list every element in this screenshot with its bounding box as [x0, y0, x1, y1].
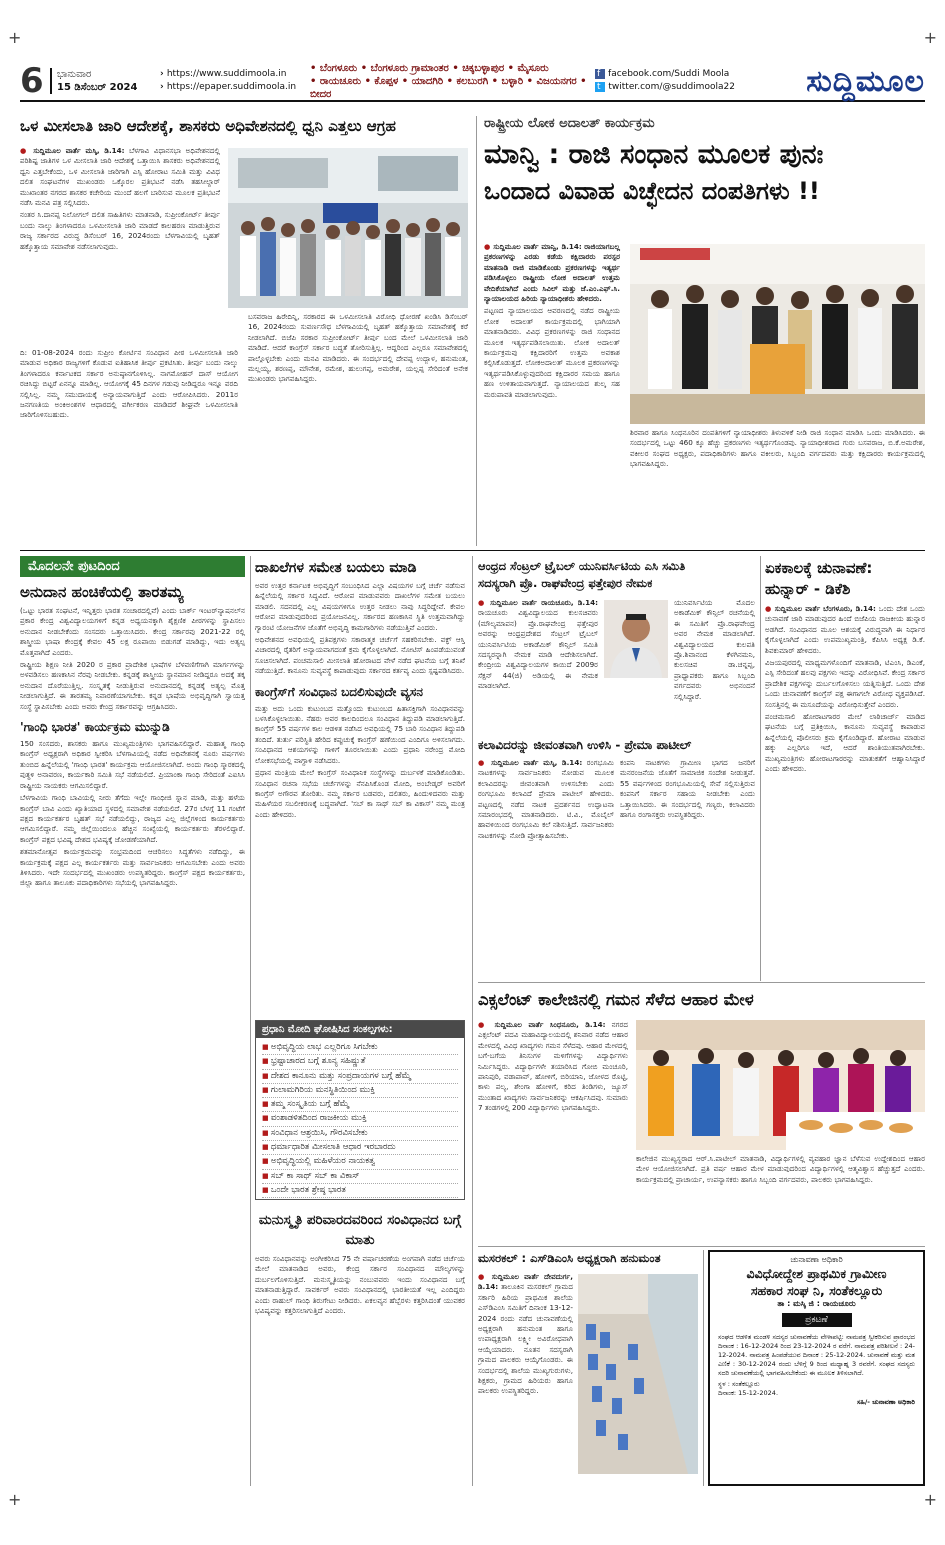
subheadline: ಕಾಂಗ್ರೆಸ್‌ಗೆ ಸಂವಿಧಾನ ಬದಲಿಸುವುದೇ ವ್ಯಸನ — [255, 684, 423, 699]
ad-location: ತಾ : ಮಸ್ಕಿ ಜಿ : ರಾಯಚೂರು — [777, 1299, 856, 1308]
article-paragraph: ಮತ್ತು ಅದು ಒಂದು ಕುಟುಂಬದ ಮತ್ತೊಂದು ಕುಟುಂಬದ ಹಿತಾಸಕ್ತಿಗಾಗಿ ಸಂವಿಧಾನವನ್ನು ಬಳಸಿಕೊಳ್ಳಲಾಯಿತು. ನೆಹರು ಅವರ ಕಾಲದಿಂದಲೂ ಸಂವಿಧಾನ ತಿದ್ದುಪಡಿ ಮಾಡಲಾಗುತ್ತಿದೆ. ಕಾಂಗ್ರೆಸ್ 55 ವರ್ಷಗಳ ಕಾಲ ಆಡಳಿತ ನಡೆಸಿದ ಅವಧಿಯಲ್ಲಿ 75 ಬಾರಿ ಸಂವಿಧಾನ ತಿದ್ದುಪಡಿ ತಂದಿದೆ. ತುರ್ತು ಪರಿಸ್ಥಿತಿ ಹೇರಿದ ಕಪ್ಪುಚುಕ್ಕೆ ಕಾಂಗ್ರೆಸ್ ಹಣೆಯಿಂದ ಎಂದಿಗೂ ಅಳಿಸಲಾಗದು. ಸಂವಿಧಾನದ ಆಶಯಗಳನ್ನು ಗಾಳಿಗೆ ತೂರಲಾಯಿತು ಎಂದು ಪ್ರಧಾನಿ ನರೇಂದ್ರ ಮೋದಿ ಲೋಕಸಭೆಯಲ್ಲಿ ವಾಗ್ದಾಳಿ ನಡೆಸಿದರು. — [255, 703, 465, 765]
article-paragraph: ಅವರ ಉತ್ತರ ಕರ್ನಾಟಕ ಅಭಿವೃದ್ಧಿಗೆ ಸಂಬಂಧಿಸಿದ ಎಲ್ಲಾ ವಿಷಯಗಳ ಬಗ್ಗೆ ಚರ್ಚೆ ನಡೆಸುವ ಹಿನ್ನೆಲೆಯಲ್ಲಿ ಸರ್ಕಾರ ಸಿದ್ಧವಿದೆ. ಆರೋಪ ಮಾಡುವವರು ದಾಖಲೆಗಳ ಸಮೇತ ಬಯಲು ಮಾಡಲಿ. ಸದನದಲ್ಲಿ ಎಲ್ಲ ವಿಷಯಗಳಿಗೂ ಉತ್ತರ ನೀಡಲು ನಾವು ಸಿದ್ಧರಿದ್ದೇವೆ. ಕೇವಲ ಆರೋಪ ಮಾಡುವುದರಿಂದ ಪ್ರಯೋಜನವಿಲ್ಲ. ಸರ್ಕಾರದ ಹಣಕಾಸಿನ ಸ್ಥಿತಿ ಉತ್ತಮವಾಗಿದ್ದು ಗ್ಯಾರಂಟಿ ಯೋಜನೆಗಳ ಜೊತೆಗೆ ಅಭಿವೃದ್ಧಿ ಕಾಮಗಾರಿಗಳು ನಡೆಯುತ್ತಿವೆ ಎಂದರು. — [255, 581, 465, 632]
article-paragraph: ಶಿರವಾರ ಹಾಗೂ ಸಿಂಧನೂರಿನ ದಂಪತಿಗಳಿಗೆ ನ್ಯಾಯಾಧೀಶರು ತಿಳುವಳಿಕೆ ನೀಡಿ ರಾಜಿ ಸಂಧಾನ ಮಾಡಿಸಿ ಒಂದು ಮಾಡಿಸಿದರು. ಈ ಸಂದರ್ಭದಲ್ಲಿ ಒಟ್ಟು 460 ಕ್ಕೂ ಹೆಚ್ಚು ಪ್ರಕರಣಗಳು ಇತ್ಯರ್ಥಗೊಂಡವು. ನ್ಯಾಯಾಧೀಶರಾದ ಗುರು ಬಸವರಾಜ, ಬಿ.ಕೆ.ಅಮರೇಶ, ವಕೀಲರ ಸಂಘದ ಅಧ್ಯಕ್ಷರು, ಪದಾಧಿಕಾರಿಗಳು ಹಾಗೂ ವಕೀಲರು, ಸಿಬ್ಬಂದಿ ವರ್ಗದವರು ಮತ್ತು ಕಕ್ಷಿದಾರರು ಕಾರ್ಯಕ್ರಮದಲ್ಲಿ ಭಾಗವಹಿಸಿದ್ದರು. — [630, 428, 925, 469]
headline: ಒಳ ಮೀಸಲಾತಿ ಜಾರಿ ಆದೇಶಕ್ಕೆ, ಶಾಸಕರು ಅಧಿವೇಶನದಲ್ಲಿ ಧ್ವನಿ ಎತ್ತಲು ಆಗ್ರಹ — [20, 117, 396, 135]
article-paragraph: ಬೆಳಗಾವಿಯ ಗಾಂಧಿ ಬಾವಿಯಲ್ಲಿ ನೀರು ತೆಗೆದು ಇಲ್ಲೇ ಗಾಂಧೀಜಿ ಸ್ನಾನ ಮಾಡಿ, ಮತ್ತು ಹಳೆಯ ಕಾಂಗ್ರೆಸ್ ಬಾವಿ ಎಂದು ಖ್ಯಾತಿಯಾದ ಸ್ಥಳದಲ್ಲಿ ಸಮಾವೇಶ ನಡೆಯಲಿದೆ. 27ರ ಬೆಳಗ್ಗೆ 11 ಗಂಟೆಗೆ ಪಕ್ಷದ ಕಾರ್ಯಕರ್ತರ ಬೃಹತ್ ಸಭೆ ನಡೆಯಲಿದ್ದು, ರಾಜ್ಯದ ಎಲ್ಲ ಜಿಲ್ಲೆಗಳಿಂದ ಕಾರ್ಯಕರ್ತರು ಆಗಮಿಸಲಿದ್ದಾರೆ. ನಮ್ಮ ಜಿಲ್ಲೆಯಿಂದಲೂ ಹೆಚ್ಚಿನ ಸಂಖ್ಯೆಯಲ್ಲಿ ಕಾರ್ಯಕರ್ತರು ತೆರಳಲಿದ್ದಾರೆ. ಕಾಂಗ್ರೆಸ್ ಪಕ್ಷದ ಭವಿಷ್ಯ ದೇಶದ ಭವಿಷ್ಯಕ್ಕೆ ಜೋಡಣೆಯಾಗಿದೆ. — [20, 793, 245, 844]
article-paragraph: ವಿಜಯಪುರದಲ್ಲಿ ಮಾಧ್ಯಮಗಳೊಂದಿಗೆ ಮಾತನಾಡಿ, ಟಿಎಂಸಿ, ಡಿಎಂಕೆ, ಎಸ್ಪಿ ಸೇರಿದಂತೆ ಹಲವು ಪಕ್ಷಗಳು ಇದನ್ನು ವಿರೋಧಿಸಿವೆ. ಕೇಂದ್ರ ಸರ್ಕಾರ ಪ್ರಾದೇಶಿಕ ಪಕ್ಷಗಳನ್ನು ದುರ್ಬಲಗೊಳಿಸಲು ಯತ್ನಿಸುತ್ತಿದೆ. ಒಂದು ದೇಶ ಒಂದು ಚುನಾವಣೆಗೆ ಕಾಂಗ್ರೆಸ್ ಪಕ್ಷ ಈಗಾಗಲೇ ವಿರೋಧ ವ್ಯಕ್ತಪಡಿಸಿದೆ. ಸಂಸತ್ತಿನಲ್ಲಿ ಈ ಮಸೂದೆಯನ್ನು ವಿರೋಧಿಸುತ್ತೇವೆ ಎಂದರು. — [765, 658, 925, 709]
article-paragraph: ಪಂಚಮಸಾಲಿ ಹೋರಾಟಗಾರರ ಮೇಲೆ ಲಾಠಿಚಾರ್ಜ್ ಮಾಡಿದ ಘಟನೆಯ ಬಗ್ಗೆ ಪ್ರತಿಕ್ರಿಯಿಸಿ, ಕಾನೂನು ಸುವ್ಯವಸ್ಥೆ ಕಾಪಾಡುವ ಹಿನ್ನೆಲೆಯಲ್ಲಿ ಪೊಲೀಸರು ಕ್ರಮ ಕೈಗೊಂಡಿದ್ದಾರೆ. ಹೋರಾಟ ಮಾಡುವ ಹಕ್ಕು ಎಲ್ಲರಿಗೂ ಇದೆ, ಆದರೆ ಶಾಂತಿಯುತವಾಗಿರಬೇಕು. ಮುಖ್ಯಮಂತ್ರಿಗಳು ಹೋರಾಟಗಾರರನ್ನು ಮಾತುಕತೆಗೆ ಆಹ್ವಾನಿಸಿದ್ದಾರೆ ಎಂದು ಹೇಳಿದರು. — [765, 712, 925, 774]
list-item: ■ ತಮ್ಮ ಸಂಸ್ಕೃತಿಯ ಬಗ್ಗೆ ಹೆಮ್ಮೆ — [262, 1098, 458, 1112]
masthead — [20, 62, 925, 102]
article-sdmc-president — [478, 1250, 698, 1486]
ad-date: ದಿನಾಂಕ: 15-12-2024. — [718, 1389, 779, 1397]
date-label: 15 ಡಿಸೆಂಬರ್ 2024 — [57, 82, 138, 93]
list-item: ■ ಧರ್ಮಾಧಾರಿತ ಮೀಸಲಾತಿ ಆಧಾರ ಇರಬಾರದು — [262, 1141, 458, 1155]
page-number: 6 — [20, 61, 44, 101]
ad-title-line-2: ಸಹಕಾರ ಸಂಘ ನಿ, ಸಂತೆಕಲ್ಲೂರು — [750, 1283, 883, 1298]
professor-photo — [604, 600, 668, 678]
section-divider — [20, 550, 925, 551]
headline: ದಾಖಲೆಗಳ ಸಮೇತ ಬಯಲು ಮಾಡಿ — [255, 560, 417, 576]
resolutions-box — [255, 1020, 465, 1200]
article-food-fest — [478, 988, 925, 1243]
sdmc-photo — [578, 1274, 698, 1474]
article-paragraph: ಅಧಿವೇಶನದ ಅವಧಿಯಲ್ಲಿ ಪ್ರತಿಪಕ್ಷಗಳು ಸಕಾರಾತ್ಮಕ ಚರ್ಚೆಗೆ ಸಹಕರಿಸಬೇಕು. ವಕ್ಫ್ ಆಸ್ತಿ ವಿಚಾರದಲ್ಲಿ ರೈತರಿಗೆ ಅನ್ಯಾಯವಾಗದಂತೆ ಕ್ರಮ ಕೈಗೊಳ್ಳಲಾಗಿದೆ. ನೋಟಿಸ್ ಹಿಂಪಡೆಯುವಂತೆ ಸೂಚಿಸಲಾಗಿದೆ. ಪಂಚಮಸಾಲಿ ಮೀಸಲಾತಿ ಹೋರಾಟದ ವೇಳೆ ನಡೆದ ಘಟನೆಯ ಬಗ್ಗೆ ತನಿಖೆ ನಡೆಯುತ್ತಿದೆ. ಕಾನೂನು ಸುವ್ಯವಸ್ಥೆ ಕಾಪಾಡುವುದು ಸರ್ಕಾರದ ಕರ್ತವ್ಯ ಎಂದು ಸ್ಪಷ್ಟಪಡಿಸಿದರು. — [255, 635, 465, 676]
registration-mark: + — [923, 1490, 937, 1509]
article-grant-discrimination — [20, 582, 245, 1487]
registration-mark: + — [8, 28, 22, 47]
article-paragraph: ಪ್ರಧಾನ ಮಂತ್ರಿಯ ಮೇಲೆ ಕಾಂಗ್ರೆಸ್ ಸಂವಿಧಾನಿಕ ಸಂಸ್ಥೆಗಳನ್ನು ದುರ್ಬಳಕೆ ಮಾಡಿಕೊಂಡಿತು. ಸಂವಿಧಾನ ರಚನಾ ಸಭೆಯ ಚರ್ಚೆಗಳನ್ನು ನೆನಪಿಸಿಕೊಂಡ ಮೋದಿ, ಅಂಬೇಡ್ಕರ್ ಅವರಿಗೆ ಕಾಂಗ್ರೆಸ್ ಅಗೌರವ ತೋರಿತು. ನಮ್ಮ ಸರ್ಕಾರ ಬಡವರು, ದಲಿತರು, ಹಿಂದುಳಿದವರು ಮತ್ತು ಮಹಿಳೆಯರ ಸಬಲೀಕರಣಕ್ಕೆ ಬದ್ಧವಾಗಿದೆ. 'ಸಬ್ ಕಾ ಸಾಥ್ ಸಬ್ ಕಾ ವಿಕಾಸ್' ನಮ್ಮ ಮಂತ್ರ ಎಂದು ಹೇಳಿದರು. — [255, 768, 465, 819]
column-divider — [703, 1250, 704, 1486]
dateline: ● ಸುದ್ದಿಮೂಲ ವಾರ್ತೆ ದೇವದುರ್ಗ, ಡಿ.14: — [478, 1272, 573, 1291]
ad-body: ಸಂಘದ ಆಡಳಿತ ಮಂಡಳಿ ಸದಸ್ಯರ ಚುನಾವಣೆಯ ವೇಳಾಪಟ್ಟಿ: ನಾಮಪತ್ರ ಸ್ವೀಕರಿಸುವ ಪ್ರಾರಂಭದ ದಿನಾಂಕ : 16-12-2024 ರಿಂದ 23-12-2024 ರ ವರೆಗೆ. ನಾಮಪತ್ರ ಪರಿಶೀಲನೆ : 24-12-2024. ನಾಮಪತ್ರ ಹಿಂಪಡೆಯುವ ದಿನಾಂಕ : 25-12-2024. ಚುನಾವಣೆ ಮತ್ತು ಮತ ಎಣಿಕೆ : 30-12-2024 ರಂದು ಬೆಳಿಗ್ಗೆ 9 ರಿಂದ ಮಧ್ಯಾಹ್ನ 3 ರವರೆಗೆ. ಸಂಘದ ಸದಸ್ಯರು ಸದರಿ ಚುನಾವಣೆಯಲ್ಲಿ ಭಾಗವಹಿಸಬೇಕೆಂದು ಈ ಮೂಲಕ ತಿಳಿಸಲಾಗಿದೆ. — [718, 1333, 915, 1377]
article-paragraph: ಕಂಪನಿ ನಾಟಕಗಳು ಗ್ರಾಮೀಣ ಭಾಗದ ಜನರಿಗೆ ಮನರಂಜನೆಯ ಜೊತೆಗೆ ಸಾಮಾಜಿಕ ಸಂದೇಶ ನೀಡುತ್ತವೆ. 55 ವರ್ಷಗಳಿಂದ ರಂಗಭೂಮಿಯಲ್ಲಿ ಸೇವೆ ಸಲ್ಲಿಸುತ್ತಿರುವ ಕಂಪನಿಗೆ ಸರ್ಕಾರ ಸಹಾಯ ನೀಡಬೇಕು ಎಂದು ಒತ್ತಾಯಿಸಿದರು. ಈ ಸಂದರ್ಭದಲ್ಲಿ ಗಣ್ಯರು, ಕಲಾವಿದರು ಹಾಗೂ ರಂಗಾಸಕ್ತರು ಉಪಸ್ಥಿತರಿದ್ದರು. — [620, 758, 755, 820]
list-item: ■ ಭ್ರಷ್ಟಾಚಾರದ ಬಗ್ಗೆ ಶೂನ್ಯ ಸಹಿಷ್ಣುತೆ — [262, 1055, 458, 1069]
registration-mark: + — [8, 1490, 22, 1509]
article-paragraph: ಪಟ್ಟಣದ ನ್ಯಾಯಾಲಯದ ಆವರಣದಲ್ಲಿ ನಡೆದ ರಾಷ್ಟ್ರೀಯ ಲೋಕ ಅದಾಲತ್ ಕಾರ್ಯಕ್ರಮದಲ್ಲಿ ಭಾಗಿಯಾಗಿ ಮಾತನಾಡಿದರು. ವಿವಿಧ ಪ್ರಕರಣಗಳನ್ನು ರಾಜಿ ಸಂಧಾನದ ಮೂಲಕ ಇತ್ಯರ್ಥಪಡಿಸಲಾಯಿತು. ಲೋಕ ಅದಾಲತ್ ಕಾರ್ಯಕ್ರಮವು ಕಕ್ಷಿದಾರರಿಗೆ ಉತ್ತಮ ಅವಕಾಶ ಕಲ್ಪಿಸಿಕೊಡುತ್ತದೆ. ಲೋಕಅದಾಲತ್ ಮೂಲಕ ಪ್ರಕರಣಗಳನ್ನು ಇತ್ಯರ್ಥಪಡಿಸಿಕೊಳ್ಳುವುದರಿಂದ ಕಕ್ಷಿದಾರರ ಸಮಯ ಹಾಗೂ ಹಣ ಉಳಿತಾಯವಾಗುತ್ತದೆ. ನ್ಯಾಯಾಲಯದ ಶುಲ್ಕ ಸಹ ಮರುಪಾವತಿ ಮಾಡಲಾಗುವುದು. — [484, 306, 620, 399]
list-item: ■ ಒಂದೇ ಭಾರತ ಶ್ರೇಷ್ಠ ಭಾರತ — [262, 1184, 458, 1198]
list-item: ■ ಸಬ್ ಕಾ ಸಾಥ್ ಸಬ್ ಕಾ ವಿಕಾಸ್ — [262, 1170, 458, 1184]
column-divider — [476, 116, 477, 546]
article-reservation — [20, 116, 468, 546]
dateline: ● ಸುದ್ದಿಮೂಲ ವಾರ್ತೆ ರಾಯಚೂರು, ಡಿ.14: — [478, 598, 598, 607]
headline: ಅನುದಾನ ಹಂಚಿಕೆಯಲ್ಲಿ ತಾರತಮ್ಯ — [20, 583, 184, 601]
protest-photo-image — [228, 148, 468, 308]
ad-badge: ಪ್ರಕಟಣೆ — [782, 1313, 852, 1327]
list-item: ■ ಅಭಿವೃದ್ಧಿಯಲ್ಲಿ ಮಹಿಳೆಯರ ನಾಯಕತ್ವ — [262, 1155, 458, 1169]
box-title: ಪ್ರಧಾನಿ ಮೋದಿ ಘೋಷಿಸಿದ ಸಂಕಲ್ಪಗಳು: — [256, 1021, 464, 1038]
article-paragraph: ಶತಮಾನೋತ್ಸವ ಕಾರ್ಯಕ್ರಮವನ್ನು ಸಂಭ್ರಮದಿಂದ ಆಚರಿಸಲು ಸಿದ್ಧತೆಗಳು ನಡೆದಿದ್ದು, ಈ ಕಾರ್ಯಕ್ರಮಕ್ಕೆ ಪಕ್ಷದ ಎಲ್ಲ ಕಾರ್ಯಕರ್ತರು ಮತ್ತು ಸಾರ್ವಜನಿಕರು ಆಗಮಿಸಬೇಕು ಎಂದು ಅವರು ತಿಳಿಸಿದರು. ಇದೇ ಸಂದರ್ಭದಲ್ಲಿ ಮುಖಂಡರು ಉಪಸ್ಥಿತರಿದ್ದರು. ಕಾಂಗ್ರೆಸ್ ಪಕ್ಷದ ಕಾರ್ಯಕರ್ತರು, ಜಿಲ್ಲಾ ಹಾಗೂ ತಾಲೂಕು ಪದಾಧಿಕಾರಿಗಳು ಸಭೆಯಲ್ಲಿ ಭಾಗವಹಿಸಿದ್ದರು. — [20, 847, 245, 888]
ad-issuer: ಚುನಾವಣಾ ಅಧಿಕಾರಿ — [790, 1255, 843, 1264]
headline-line-2: ಸದಸ್ಯರಾಗಿ ಪ್ರೊ. ರಾಘವೇಂದ್ರ ಫತ್ತೇಪುರ ನೇಮಕ — [478, 576, 653, 590]
sdmc-image — [578, 1274, 698, 1474]
web-links — [160, 68, 310, 94]
newspaper-logo: ಸುದ್ದಿಮೂಲ — [806, 63, 925, 99]
list-item: ■ ವಂಶಾಡಳಿತದಿಂದ ರಾಜಕೀಯ ಮುಕ್ತಿ — [262, 1112, 458, 1126]
article-manusmriti — [255, 1210, 465, 1486]
headline: ಎಕ್ಸಲೆಂಟ್ ಕಾಲೇಜಿನಲ್ಲಿ ಗಮನ ಸೆಳೆದ ಆಹಾರ ಮೇಳ — [478, 990, 754, 1009]
article-lok-adalat — [484, 116, 925, 546]
date-block — [50, 68, 160, 94]
website-link[interactable]: › https://www.suddimoola.in — [160, 68, 310, 81]
ad-signature: ಸಹಿ/- ಚುನಾವಣಾ ಅಧಿಕಾರಿ — [856, 1398, 915, 1406]
list-item: ■ ಗುಲಾಮಗಿರಿಯ ಮನಸ್ಥಿತಿಯಿಂದ ಮುಕ್ತಿ — [262, 1084, 458, 1098]
article-paragraph: ರಂಗಭೂಮಿ ನಾಟಕಗಳನ್ನು ಸಾರ್ವಜನಿಕರು ನೋಡುವ ಮೂಲಕ ಕಲಾವಿದರನ್ನು ಜೀವಂತವಾಗಿ ಉಳಿಸಬೇಕು ಎಂದು ರಂಗಭೂಮಿ ಕಲಾವಿದೆ ಪ್ರೇಮಾ ಪಾಟೀಲ್ ಹೇಳಿದರು. ಪಟ್ಟಣದಲ್ಲಿ ನಡೆದ ನಾಟಕ ಪ್ರದರ್ಶನದ ಉದ್ಘಾಟನಾ ಸಮಾರಂಭದಲ್ಲಿ ಮಾತನಾಡಿದರು. ಟಿ.ವಿ., ಮೊಬೈಲ್ ಹಾವಳಿಯಿಂದ ರಂಗಭೂಮಿ ಕಲೆ ನಶಿಸುತ್ತಿದೆ. ಸಾರ್ವಜನಿಕರು ನಾಟಕಗಳನ್ನು ನೋಡಿ ಪ್ರೋತ್ಸಾಹಿಸಬೇಕು. — [478, 758, 614, 840]
article-paragraph: ನಗರದ ಎಕ್ಸಲೆಂಟ್ ಪದವಿ ಮಹಾವಿದ್ಯಾಲಯದಲ್ಲಿ ಶನಿವಾರ ನಡೆದ ಆಹಾರ ಮೇಳದಲ್ಲಿ ವಿವಿಧ ಖಾದ್ಯಗಳು ಗಮನ ಸೆಳೆದವು. ಆಹಾರ ಮೇಳದಲ್ಲಿ ಬಗೆ-ಬಗೆಯ ತಿನಿಸುಗಳ ಮಳಿಗೆಗಳನ್ನು ವಿದ್ಯಾರ್ಥಿಗಳು ನಿರ್ಮಿಸಿದ್ದರು. ವಿದ್ಯಾರ್ಥಿಗಳೇ ತಯಾರಿಸಿದ ಗೋಬಿ ಮಂಚೂರಿ, ಪಾನಿಪುರಿ, ವಡಾಪಾವ್, ಹೋಳಿಗೆ, ಬಿರಿಯಾನಿ, ಜೋಳದ ರೊಟ್ಟಿ, ಕಾಳು ಪಲ್ಯ, ಶೇಂಗಾ ಹೋಳಿಗೆ, ಕರಿದ ತಿಂಡಿಗಳು, ಜ್ಯೂಸ್ ಮುಂತಾದ ಖಾದ್ಯಗಳು ಸಾರ್ವಜನಿಕರನ್ನು ಆಕರ್ಷಿಸಿದವು. ಸುಮಾರು 7 ತಂಡಗಳಲ್ಲಿ 200 ವಿದ್ಯಾರ್ಥಿಗಳು ಭಾಗವಹಿಸಿದ್ದರು. — [478, 1020, 628, 1113]
registration-mark: + — [923, 28, 937, 47]
dateline: ● ಸುದ್ದಿಮೂಲ ವಾರ್ತೆ ಸಿಂಧನೂರು, ಡಿ.14: — [478, 1020, 605, 1029]
column-divider — [250, 556, 251, 1486]
article-professor-appointment — [478, 558, 755, 978]
twitter-link[interactable]: t twitter.com/@suddimoola22 — [595, 81, 755, 94]
article-paragraph: ದಿ: 01-08-2024 ರಂದು ಸುಪ್ರೀಂ ಕೋರ್ಟಿನ ಸಂವಿಧಾನ ಪೀಠ ಒಳಮೀಸಲಾತಿ ಜಾರಿ ಮಾಡುವ ಅಧಿಕಾರ ರಾಜ್ಯಗಳಿಗೆ ಕೊಡುವ ಐತಿಹಾಸಿಕ ತೀರ್ಪು ಪ್ರಕಟಿಸಿತು. ತೀರ್ಪು ಬಂದು ನಾಲ್ಕು ತಿಂಗಳಾದರೂ ಕರ್ನಾಟಕದ ಸರ್ಕಾರ ಅನುಷ್ಠಾನಗೊಳಿಸಿಲ್ಲ. ನಾಗಮೋಹನ್ ದಾಸ್ ಆಯೋಗ ರಚಿಸಿದ್ದು ಬಿಟ್ಟರೆ ಏನನ್ನೂ ಮಾಡಿಲ್ಲ. ಆಯೋಗಕ್ಕೆ 45 ದಿನಗಳ ಗಡುವು ನೀಡಿದ್ದರೂ ಇನ್ನೂ ವರದಿ ಸಲ್ಲಿಸಿಲ್ಲ. ನಮ್ಮ ಸಮುದಾಯಕ್ಕೆ ಅನ್ಯಾಯವಾಗುತ್ತಿದೆ ಎಂದು ಆರೋಪಿಸಿದರು. 2011ರ ಜನಗಣತಿಯ ಅಂಕಿಅಂಶಗಳ ಆಧಾರದಲ್ಲಿ ವರ್ಗೀಕರಣ ಮಾಡಿದರೆ ಶೀಘ್ರವೇ ಒಳಮೀಸಲಾತಿ ಜಾರಿಗೊಳಿಸಬಹುದು. — [20, 348, 238, 420]
day-label: ಭಾನುವಾರ — [57, 69, 92, 80]
headline: ಮಸರಕಲ್ : ಎಸ್‌ಡಿಎಂಸಿ ಅಧ್ಯಕ್ಷರಾಗಿ ಹನುಮಂತ — [478, 1251, 661, 1265]
food-fest-photo — [636, 1020, 925, 1150]
headline-line-1: ಏಕಕಾಲಕ್ಕೆ ಚುನಾವಣೆ: — [765, 559, 873, 577]
dateline: ● ಸುದ್ದಿಮೂಲ ವಾರ್ತೆ ಬೆಂಗಳೂರು, ಡಿ.14: — [765, 604, 876, 613]
facebook-link[interactable]: f facebook.com/Suddi Moola — [595, 68, 755, 81]
ad-place: ಸ್ಥಳ : ಸಂತೆಕಲ್ಲೂರು — [718, 1380, 760, 1388]
section-divider — [478, 982, 925, 983]
court-photo — [630, 244, 925, 424]
article-paragraph: ಬಸವರಾಜ ಹಿರೇದಿನ್ನಿ, ಸರಕಾರದ ಈ ಒಳಮೀಸಲಾತಿ ವಿರೋಧಿ ಧೋರಣೆ ಖಂಡಿಸಿ ಡಿಸೆಂಬರ್ 16, 2024ರಂದು ಸುವರ್ಣಸೌಧ ಬೆಳಗಾವಿಯಲ್ಲಿ ಬೃಹತ್ ಹಕ್ಕೊತ್ತಾಯ ಸಮಾವೇಶಕ್ಕೆ ಕರೆ ನೀಡಲಾಗಿದೆ. ಬಿಜೆಪಿ ಸರಕಾರ ಸುಪ್ರೀಂಕೋರ್ಟ್ ತೀರ್ಪು ಬಂದ ಮೇಲೆ ಒಳಮೀಸಲಾತಿ ಜಾರಿ ಮಾಡಿದೆ. ಆದರೆ ಕಾಂಗ್ರೆಸ್ ಸರ್ಕಾರ ಬದ್ಧತೆ ತೋರಿಸುತ್ತಿಲ್ಲ. ಆದ್ದರಿಂದ ಎಲ್ಲರೂ ಸಮಾವೇಶದಲ್ಲಿ ಪಾಲ್ಗೊಳ್ಳಬೇಕು ಎಂದು ಮನವಿ ಮಾಡಿದರು. ಈ ಸಂದರ್ಭದಲ್ಲಿ ದೇವಪ್ಪ ಉದ್ಬಾಳ, ಹನುಮಂತ, ಮಲ್ಲಯ್ಯ, ಶರಣಪ್ಪ, ಮೌನೇಶ, ರಮೇಶ, ಹುಲುಗಪ್ಪ, ಅಮರೇಶ, ಯಲ್ಲಪ್ಪ ಸೇರಿದಂತೆ ಅನೇಕ ಮುಖಂಡರು ಭಾಗವಹಿಸಿದ್ದರು. — [248, 312, 468, 384]
ad-title-line-1: ವಿವಿಧೋದ್ದೇಶ ಪ್ರಾಥಮಿಕ ಗ್ರಾಮೀಣ — [746, 1266, 887, 1281]
social-links — [595, 68, 755, 94]
article-paragraph: ರಾಯಚೂರು ವಿಶ್ವವಿದ್ಯಾಲಯದ ಕುಲಸಚಿವರು (ಮೌಲ್ಯಮಾಪನ) ಪ್ರೊ.ರಾಘವೇಂದ್ರ ಫತ್ತೇಪುರ ಅವರನ್ನು ಆಂಧ್ರಪ್ರದೇಶದ ಸೆಂಟ್ರಲ್ ಟ್ರೈಬಲ್ ಯುನಿವರ್ಸಿಟಿಯ ಅಕಾಡೆಮಿಕ್ ಕೌನ್ಸಿಲ್ ಸಮಿತಿ ಸದಸ್ಯರನ್ನಾಗಿ ನೇಮಕ ಮಾಡಿ ಆದೇಶಿಸಲಾಗಿದೆ. ಕೇಂದ್ರೀಯ ವಿಶ್ವವಿದ್ಯಾಲಯಗಳ ಕಾಯಿದೆ 2009ರ ಸೆಕ್ಷನ್ 44(ಜಿ) ಅಡಿಯಲ್ಲಿ ಈ ನೇಮಕ ಮಾಡಲಾಗಿದೆ. — [478, 608, 598, 691]
dateline: ● ಸುದ್ದಿಮೂಲ ವಾರ್ತೆ ಮಸ್ಕಿ, ಡಿ.14: — [478, 758, 582, 767]
article-paragraph: ತಾಲೂಕಿನ ಮಸರಕಲ್ ಗ್ರಾಮದ ಸರ್ಕಾರಿ ಹಿರಿಯ ಪ್ರಾಥಮಿಕ ಶಾಲೆಯ ಎಸ್‌ಡಿಎಂಸಿ ಸಮಿತಿಗೆ ದಿನಾಂಕ 13-12-2024 ರಂದು ನಡೆದ ಚುನಾವಣೆಯಲ್ಲಿ ಅಧ್ಯಕ್ಷರಾಗಿ ಹನುಮಂತ ಹಾಗೂ ಉಪಾಧ್ಯಕ್ಷರಾಗಿ ಲಕ್ಷ್ಮೀ ಅವಿರೋಧವಾಗಿ ಆಯ್ಕೆಯಾದರು. ನೂತನ ಸದಸ್ಯರಾಗಿ ಗ್ರಾಮದ ಪಾಲಕರು ಆಯ್ಕೆಗೊಂಡರು. ಈ ಸಂದರ್ಭದಲ್ಲಿ ಶಾಲೆಯ ಮುಖ್ಯಗುರುಗಳು, ಶಿಕ್ಷಕರು, ಗ್ರಾಮದ ಹಿರಿಯರು ಹಾಗೂ ಪಾಲಕರು ಉಪಸ್ಥಿತರಿದ್ದರು. — [478, 1282, 573, 1396]
column-divider — [472, 556, 473, 1486]
headline-line-2: ಹುನ್ನಾರ್ - ಡಿಕೆಶಿ — [765, 580, 851, 598]
list-item: ■ ಸಂವಿಧಾನ ಆಶ್ರಯಿಸಿ, ಗೌರವಿಸಬೇಕು — [262, 1127, 458, 1141]
professor-portrait — [604, 600, 668, 678]
article-paragraph: ರಾಷ್ಟ್ರೀಯ ಶಿಕ್ಷಣ ನೀತಿ 2020 ರ ಪ್ರಕಾರ ಪ್ರಾದೇಶಿಕ ಭಾಷೆಗಳ ಬೆಳವಣಿಗೆಗಾಗಿ ಮಾರ್ಗಗಳನ್ನು ಅಳವಡಿಸಲು ಹಣಕಾಸಿನ ನೆರವು ನೀಡಬೇಕು. ಕನ್ನಡಕ್ಕೆ ಶಾಸ್ತ್ರೀಯ ಸ್ಥಾನಮಾನ ನೀಡಿದ್ದರೂ ಅದಕ್ಕೆ ತಕ್ಕ ಅನುದಾನ ದೊರೆಯುತ್ತಿಲ್ಲ. ಸಂಸ್ಕೃತಕ್ಕೆ ನೀಡುತ್ತಿರುವ ಅನುದಾನದಲ್ಲಿ ಕನ್ನಡಕ್ಕೆ ಅತ್ಯಲ್ಪ ಮೊತ್ತ ನೀಡಲಾಗುತ್ತಿದೆ. ಈ ತಾರತಮ್ಯ ನಿವಾರಣೆಯಾಗಬೇಕು. ಕನ್ನಡ ಭಾಷೆಯ ಅಭಿವೃದ್ಧಿಗಾಗಿ ಸ್ವಾಯತ್ತ ಸಂಸ್ಥೆ ಸ್ಥಾಪಿಸಬೇಕು ಎಂದು ಅವರು ಕೇಂದ್ರ ಸರ್ಕಾರವನ್ನು ಆಗ್ರಹಿಸಿದರು. — [20, 660, 245, 711]
article-paragraph: ಯುನಿವರ್ಸಿಟಿಯ ಮೊದಲ ಅಕಾಡೆಮಿಕ್ ಕೌನ್ಸಿಲ್ ರಚನೆಯಲ್ಲಿ ಈ ಸಮಿತಿಗೆ ಪ್ರೊ.ರಾಘವೇಂದ್ರ ಅವರ ನೇಮಕ ಮಾಡಲಾಗಿದೆ. ವಿಶ್ವವಿದ್ಯಾಲಯದ ಕುಲಪತಿ ಪ್ರೊ.ಶಿವಾನಂದ ಕೆಳಗಿನಮನಿ, ಕುಲಸಚಿವ ಡಾ.ಚನ್ನಪ್ಪ, ಪ್ರಾಧ್ಯಾಪಕರು ಹಾಗೂ ಸಿಬ್ಬಂದಿ ವರ್ಗದವರು ಅಭಿನಂದನೆ ಸಲ್ಲಿಸಿದ್ದಾರೆ. — [674, 598, 755, 701]
epaper-link[interactable]: › https://epaper.suddimoola.in — [160, 81, 310, 94]
column-divider — [760, 556, 761, 981]
headline-line-1: ಮಾನ್ವಿ : ರಾಜಿ ಸಂಧಾನ ಮೂಲಕ ಪುನಃ — [484, 139, 824, 170]
article-paragraph: (ಒಟ್ಟು ಭಾರತ ಸಂಘಟನೆ, ಇನ್ನಿತ್ತರು ಭಾರತ ಸಂಚಾರದಲ್ಲಿವೆ) ಎಂದು ಬಾರ್ಕ್ ಇಂಟರ್‌ನ್ಯಾಷನಲ್‌ನ ಪ್ರಕಾರ ಕೇಂದ್ರ ವಿಶ್ವವಿದ್ಯಾಲಯಗಳಿಗೆ ಕನ್ನಡ ಅಧ್ಯಯನಕ್ಕಾಗಿ ಶೈಕ್ಷಣಿಕ ಪೀಠಗಳನ್ನು ಸ್ಥಾಪಿಸಲು ಅನುದಾನ ನೀಡಬೇಕೆಂದು ಸಂಸದರು ಒತ್ತಾಯಿಸಿದರು. ಕೇಂದ್ರ ಸರ್ಕಾರವು 2021-22 ರಲ್ಲಿ ಶಾಸ್ತ್ರೀಯ ಭಾಷಾ ಕೇಂದ್ರಕ್ಕೆ ಕೇವಲ 45 ಲಕ್ಷ ರೂಪಾಯಿ ಬಿಡುಗಡೆ ಮಾಡಿದ್ದು, ಇದು ಅತ್ಯಲ್ಪ ಮೊತ್ತವಾಗಿದೆ ಎಂದರು. — [20, 606, 245, 657]
dateline: ● ಸುದ್ದಿಮೂಲ ವಾರ್ತೆ ಮಾನ್ವಿ, ಡಿ.14: — [484, 242, 582, 251]
section-bar: ಮೊದಲನೇ ಪುಟದಿಂದ — [20, 556, 245, 577]
election-notice-ad — [708, 1250, 925, 1486]
section-divider — [478, 1246, 925, 1247]
dateline: ● ಸುದ್ದಿಮೂಲ ವಾರ್ತೆ ಮಸ್ಕಿ, ಡಿ.14: — [20, 146, 125, 155]
editions-list — [310, 62, 595, 101]
headline-line-2: ಒಂದಾದ ವಿವಾಹ ವಿಚ್ಛೇದನ ದಂಪತಿಗಳು !! — [484, 177, 820, 205]
list-item: ■ ದೇಶದ ಕಾನೂನು ಮತ್ತು ಸಂಪ್ರದಾಯಗಳ ಬಗ್ಗೆ ಹೆಮ್ಮೆ — [262, 1070, 458, 1084]
kicker: ರಾಷ್ಟ್ರೀಯ ಲೋಕ ಅದಾಲತ್ ಕಾರ್ಯಕ್ರಮ — [484, 116, 655, 131]
subheadline: 'ಗಾಂಧಿ ಭಾರತ' ಕಾರ್ಯಕ್ರಮ ಮುನ್ನುಡಿ — [20, 720, 170, 735]
subheadline: ಕಲಾವಿದರನ್ನು ಜೀವಂತವಾಗಿ ಉಳಿಸಿ - ಪ್ರೇಮಾ ಪಾಟೀಲ್ — [478, 738, 692, 752]
article-paragraph: 150 ಸಂಸದರು, ಶಾಸಕರು ಹಾಗೂ ಮುಖ್ಯಮಂತ್ರಿಗಳು ಭಾಗವಹಿಸಲಿದ್ದಾರೆ. ಮಹಾತ್ಮ ಗಾಂಧಿ ಕಾಂಗ್ರೆಸ್ ಅಧ್ಯಕ್ಷರಾಗಿ ಅಧಿಕಾರ ಸ್ವೀಕರಿಸಿ ಬೆಳಗಾವಿಯಲ್ಲಿ ನಡೆದ ಅಧಿವೇಶನಕ್ಕೆ ನೂರು ವರ್ಷಗಳು ತುಂಬಿದ ಹಿನ್ನೆಲೆಯಲ್ಲಿ 'ಗಾಂಧಿ ಭಾರತ' ಕಾರ್ಯಕ್ರಮ ಆಯೋಜಿಸಲಾಗಿದೆ. ಅಂದು ಗಾಂಧಿ ಸ್ಮಾರಕದಲ್ಲಿ ಪುತ್ಥಳಿ ಅನಾವರಣ, ಕಾರ್ಯಕಾರಿ ಸಮಿತಿ ಸಭೆ ನಡೆಯಲಿದೆ. ಪ್ರಿಯಾಂಕಾ ಗಾಂಧಿ ಸೇರಿದಂತೆ ಎಐಸಿಸಿ ರಾಷ್ಟ್ರೀಯ ನಾಯಕರು ಆಗಮಿಸಲಿದ್ದಾರೆ. — [20, 739, 245, 790]
article-one-nation-one-election — [765, 558, 925, 978]
food-fest-image — [636, 1020, 925, 1150]
subheadline: ಮನುಸ್ಮೃತಿ ಪರಿವಾರದವರಿಂದ ಸಂವಿಧಾನದ ಬಗ್ಗೆ ಮಾತು — [258, 1212, 462, 1248]
headline-line-1: ಆಂಧ್ರದ ಸೆಂಟ್ರಲ್ ಟ್ರೈಬಲ್ ಯುನಿವರ್ಸಿಟಿಯ ಎಸಿ ಸಮಿತಿ — [478, 559, 686, 573]
editions-line-1: • ಬೆಂಗಳೂರು • ಬೆಂಗಳೂರು ಗ್ರಾಮಾಂತರ • ಚಿಕ್ಕಬಳ್ಳಾಪುರ • ಮೈಸೂರು — [310, 62, 549, 74]
editions-line-2: • ರಾಯಚೂರು • ಕೊಪ್ಪಳ • ಯಾದಗಿರಿ • ಕಲಬುರಗಿ • ಬಳ್ಳಾರಿ • ವಿಜಯನಗರ • ಬೀದರ — [310, 75, 587, 100]
article-paragraph: ಕಾಲೇಜಿನ ಮುಖ್ಯಸ್ಥರಾದ ಆರ್.ಸಿ.ಪಾಟೀಲ್ ಮಾತನಾಡಿ, ವಿದ್ಯಾರ್ಥಿಗಳಲ್ಲಿ ವ್ಯವಹಾರ ಜ್ಞಾನ ಬೆಳೆಸುವ ಉದ್ದೇಶದಿಂದ ಆಹಾರ ಮೇಳ ಆಯೋಜಿಸಲಾಗಿದೆ. ಪ್ರತಿ ವರ್ಷ ಆಹಾರ ಮೇಳ ಮಾಡುವುದರಿಂದ ವಿದ್ಯಾರ್ಥಿಗಳಲ್ಲಿ ಆತ್ಮವಿಶ್ವಾಸ ಹೆಚ್ಚುತ್ತದೆ ಎಂದರು. ಕಾರ್ಯಕ್ರಮದಲ್ಲಿ ಪ್ರಾಚಾರ್ಯ, ಉಪನ್ಯಾಸಕರು ಹಾಗೂ ಸಿಬ್ಬಂದಿ ವರ್ಗದವರು, ಪಾಲಕರು ಭಾಗವಹಿಸಿದ್ದರು. — [636, 1154, 925, 1184]
protest-photo — [228, 148, 468, 308]
resolutions-list — [256, 1038, 464, 1201]
court-photo-image — [630, 244, 925, 424]
article-paragraph: ನಂತರ ಸಿ.ದಾನಪ್ಪ ನಿಲೋಗಲ್ ದಲಿತ ಸಾಹಿತಿಗಳು ಮಾತನಾಡಿ, ಸುಪ್ರೀಂಕೋರ್ಟ್ ತೀರ್ಪು ಬಂದು ನಾಲ್ಕು ತಿಂಗಳಾದರೂ ಒಳಮೀಸಲಾತಿ ಜಾರಿ ಮಾಡದೆ ಕಾಲಹರಣ ಮಾಡುತ್ತಿರುವ ರಾಜ್ಯ ಸರ್ಕಾರದ ವಿರುದ್ಧ ಡಿಸೆಂಬರ್ 16, 2024ರಂದು ಬೆಳಗಾವಿಯಲ್ಲಿ ಬೃಹತ್ ಹಕ್ಕೊತ್ತಾಯ ಸಮಾವೇಶ ನಡೆಸಲಾಗುವುದು. — [20, 210, 220, 251]
lead-paragraph: ರಾಜಿಯಾಗಬಲ್ಲ ಪ್ರಕರಣಗಳನ್ನು ಎರಡು ಕಡೆಯ ಕಕ್ಷಿದಾರರು ಪರಸ್ಪರ ಮಾತನಾಡಿ ರಾಜಿ ಮಾಡಿಕೊಂಡು ಪ್ರಕರಣಗಳನ್ನು ಇತ್ಯರ್ಥ ಪಡಿಸಿಕೊಳ್ಳಲು ರಾಷ್ಟ್ರೀಯ ಲೋಕ ಅದಾಲತ್ ಉತ್ತಮ ವೇದಿಕೆಯಾಗಿದೆ ಎಂದು ಸಿವಿಲ್ ಮತ್ತು ಜೆ.ಎಂ.ಎಫ್.ಸಿ. ನ್ಯಾಯಾಲಯದ ಹಿರಿಯ ನ್ಯಾಯಾಧೀಶರು ಹೇಳಿದರು. — [484, 242, 620, 304]
article-paragraph: ಅವರು ಸಂವಿಧಾನವನ್ನು ಅಂಗೀಕರಿಸಿದ 75 ನೇ ವರ್ಷಾಚರಣೆಯ ಅಂಗವಾಗಿ ನಡೆದ ಚರ್ಚೆಯ ಮೇಲೆ ಮಾತನಾಡಿದ ಅವರು, ಕೇಂದ್ರ ಸರ್ಕಾರ ಸಂವಿಧಾನದ ಮೌಲ್ಯಗಳನ್ನು ದುರ್ಬಲಗೊಳಿಸುತ್ತಿದೆ. ಮನುಸ್ಮೃತಿಯನ್ನು ನಂಬುವವರು ಇಂದು ಸಂವಿಧಾನದ ಬಗ್ಗೆ ಮಾತನಾಡುತ್ತಿದ್ದಾರೆ. ಸಾವರ್ಕರ್ ಅವರು ಸಂವಿಧಾನದಲ್ಲಿ ಭಾರತೀಯತೆ ಇಲ್ಲ ಎಂದಿದ್ದರು ಎಂದು ರಾಹುಲ್ ಗಾಂಧಿ ತಿರುಗೇಟು ನೀಡಿದರು. ಏಕಲವ್ಯನ ಹೆಬ್ಬೆರಳು ಕತ್ತರಿಸಿದಂತೆ ಯುವಕರ ಭವಿಷ್ಯವನ್ನು ಕತ್ತರಿಸಲಾಗುತ್ತಿದೆ ಎಂದರು. — [255, 1254, 465, 1316]
article-paragraph: ಬೆಳಗಾವಿ ವಿಧಾನಸಭಾ ಅಧಿವೇಶನದಲ್ಲಿ ಪರಿಶಿಷ್ಟ ಜಾತಿಗಳ ಒಳ ಮೀಸಲಾತಿ ಜಾರಿ ಆದೇಶಕ್ಕೆ ಒತ್ತಾಯಿಸಿ ಶಾಸಕರು ಅಧಿವೇಶನದಲ್ಲಿ ಧ್ವನಿ ಎತ್ತಬೇಕೆಂದು, ಒಳ ಮೀಸಲಾತಿ ಜಾರಿಗಾಗಿ ಎಸ್ಸಿ ಹೋರಾಟ ಸಮಿತಿ ಮತ್ತು ವಿವಿಧ ದಲಿತ ಸಂಘಟನೆಗಳ ಮುಖಂಡರು ಒಕ್ಕೊರಲ ಪ್ರತಿಭಟನೆ ನಡೆಸಿ ತಹಸೀಲ್ದಾರ್ ಮುಖಾಂತರ ನಗರದ ಶಾಸಕರ ಕಚೇರಿಯ ಮುಂದೆ ಹಲಗೆ ಬಾರಿಸುವ ಮೂಲಕ ಪ್ರತಿಭಟನೆ ನಡೆಸಿ ಮನವಿ ಪತ್ರ ಸಲ್ಲಿಸಿದರು. — [20, 146, 220, 208]
list-item: ■ ಅಭಿವೃದ್ಧಿಯ ಲಾಭ ಎಲ್ಲರಿಗೂ ಸಿಗಬೇಕು — [262, 1041, 458, 1055]
article-paragraph: ಒಂದು ದೇಶ ಒಂದು ಚುನಾವಣೆ ಜಾರಿ ಮಾಡುವುದರ ಹಿಂದೆ ಬಿಜೆಪಿಯ ರಾಜಕೀಯ ಹುನ್ನಾರ ಅಡಗಿದೆ. ಸಂವಿಧಾನದ ಮೂಲ ಆಶಯಕ್ಕೆ ವಿರುದ್ಧವಾಗಿ ಈ ನಿರ್ಧಾರ ಕೈಗೊಳ್ಳಲಾಗಿದೆ ಎಂದು ಉಪಮುಖ್ಯಮಂತ್ರಿ, ಕೆಪಿಸಿಸಿ ಅಧ್ಯಕ್ಷ ಡಿ.ಕೆ. ಶಿವಕುಮಾರ್ ಹೇಳಿದರು. — [765, 604, 925, 655]
